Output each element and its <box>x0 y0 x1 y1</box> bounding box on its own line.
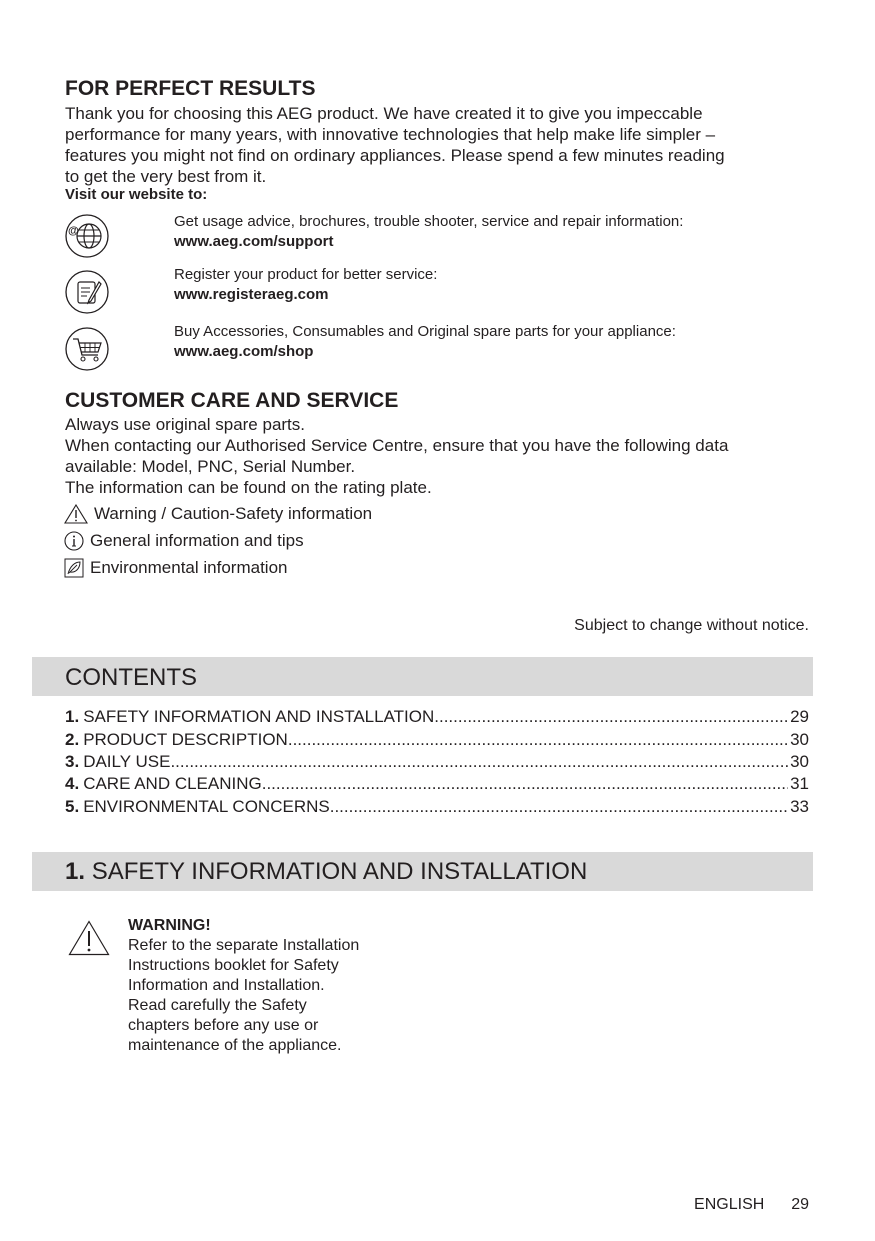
toc-leader <box>434 706 788 728</box>
warning-line: chapters before any use or <box>128 1017 319 1034</box>
care-line: The information can be found on the rating plate. <box>65 478 432 497</box>
perfect-results-title: FOR PERFECT RESULTS <box>65 77 316 100</box>
shop-url[interactable]: www.aeg.com/shop <box>174 343 314 360</box>
register-link-block <box>174 265 437 305</box>
toc-label: PRODUCT DESCRIPTION <box>83 730 288 749</box>
contents-title: CONTENTS <box>65 664 197 691</box>
toc-num: 2. <box>65 730 80 749</box>
register-text: Register your product for better service: <box>174 266 438 283</box>
section1-title: SAFETY INFORMATION AND INSTALLATION <box>91 858 588 885</box>
legend-info-text: General information and tips <box>90 531 304 550</box>
toc-label: DAILY USE <box>83 752 171 771</box>
cart-icon <box>65 327 109 371</box>
toc-page: 30 <box>790 752 809 771</box>
toc-num: 3. <box>65 752 80 771</box>
svg-text:@: @ <box>68 225 79 237</box>
toc-page: 30 <box>790 730 809 749</box>
toc-num: 1. <box>65 707 80 726</box>
shop-text: Buy Accessories, Consumables and Original spare parts for your appliance: <box>174 323 676 340</box>
section1-heading <box>65 858 587 886</box>
footer <box>694 1196 809 1214</box>
customer-care-title: CUSTOMER CARE AND SERVICE <box>65 389 399 412</box>
warning-icon <box>64 504 88 524</box>
toc-item[interactable] <box>65 729 809 751</box>
register-url[interactable]: www.registeraeg.com <box>174 286 329 303</box>
care-line: Always use original spare parts. <box>65 415 306 434</box>
intro-line: performance for many years, with innovative technologies that help make life simpler – <box>65 125 716 144</box>
toc-label: CARE AND CLEANING <box>83 774 262 793</box>
intro-line: to get the very best from it. <box>65 167 267 186</box>
shop-link-block <box>174 322 676 362</box>
toc-label: ENVIRONMENTAL CONCERNS <box>83 797 330 816</box>
notice-text: Subject to change without notice. <box>574 617 809 634</box>
register-icon <box>65 270 109 314</box>
customer-care-paragraph <box>65 414 825 498</box>
warning-line: Read carefully the Safety <box>128 997 307 1014</box>
support-link-block <box>174 212 683 252</box>
legend-warning <box>64 503 372 525</box>
warning-line: maintenance of the appliance. <box>128 1037 342 1054</box>
globe-icon <box>65 214 109 258</box>
legend-environment <box>64 557 287 579</box>
toc-leader <box>330 796 788 818</box>
warning-line: Refer to the separate Installation <box>128 937 360 954</box>
legend-environment-text: Environmental information <box>90 558 288 577</box>
toc-item[interactable] <box>65 773 809 795</box>
care-line: available: Model, PNC, Serial Number. <box>65 457 356 476</box>
warning-line: Instructions booklet for Safety <box>128 957 339 974</box>
care-line: When contacting our Authorised Service Centre, ensure that you have the following data <box>65 436 729 455</box>
toc-leader <box>170 751 788 773</box>
toc-page: 31 <box>790 774 809 793</box>
toc-num: 5. <box>65 797 80 816</box>
toc-item[interactable] <box>65 751 809 773</box>
toc-page: 33 <box>790 797 809 816</box>
leaf-icon <box>64 558 84 578</box>
toc-item[interactable] <box>65 796 809 818</box>
intro-line: features you might not find on ordinary appliances. Please spend a few minutes reading <box>65 146 725 165</box>
warning-icon <box>68 920 110 956</box>
toc-page: 29 <box>790 707 809 726</box>
warning-block <box>128 916 408 1056</box>
info-icon <box>64 531 84 551</box>
legend-warning-text: Warning / Caution-Safety information <box>94 504 373 523</box>
toc-label: SAFETY INFORMATION AND INSTALLATION <box>83 707 435 726</box>
footer-language: ENGLISH <box>694 1196 765 1213</box>
intro-line: Thank you for choosing this AEG product. We have created it to give you impeccable <box>65 104 703 123</box>
toc-leader <box>262 773 788 795</box>
support-text: Get usage advice, brochures, trouble shooter, service and repair information: <box>174 213 684 230</box>
intro-paragraph <box>65 103 825 187</box>
footer-page-number: 29 <box>791 1196 809 1213</box>
section1-num: 1. <box>65 858 86 885</box>
legend-info <box>64 530 304 552</box>
toc-num: 4. <box>65 774 80 793</box>
toc-item[interactable] <box>65 706 809 728</box>
support-url[interactable]: www.aeg.com/support <box>174 233 334 250</box>
visit-label: Visit our website to: <box>65 186 208 203</box>
warning-title: WARNING! <box>128 917 211 934</box>
toc-leader <box>288 729 788 751</box>
warning-line: Information and Installation. <box>128 977 325 994</box>
